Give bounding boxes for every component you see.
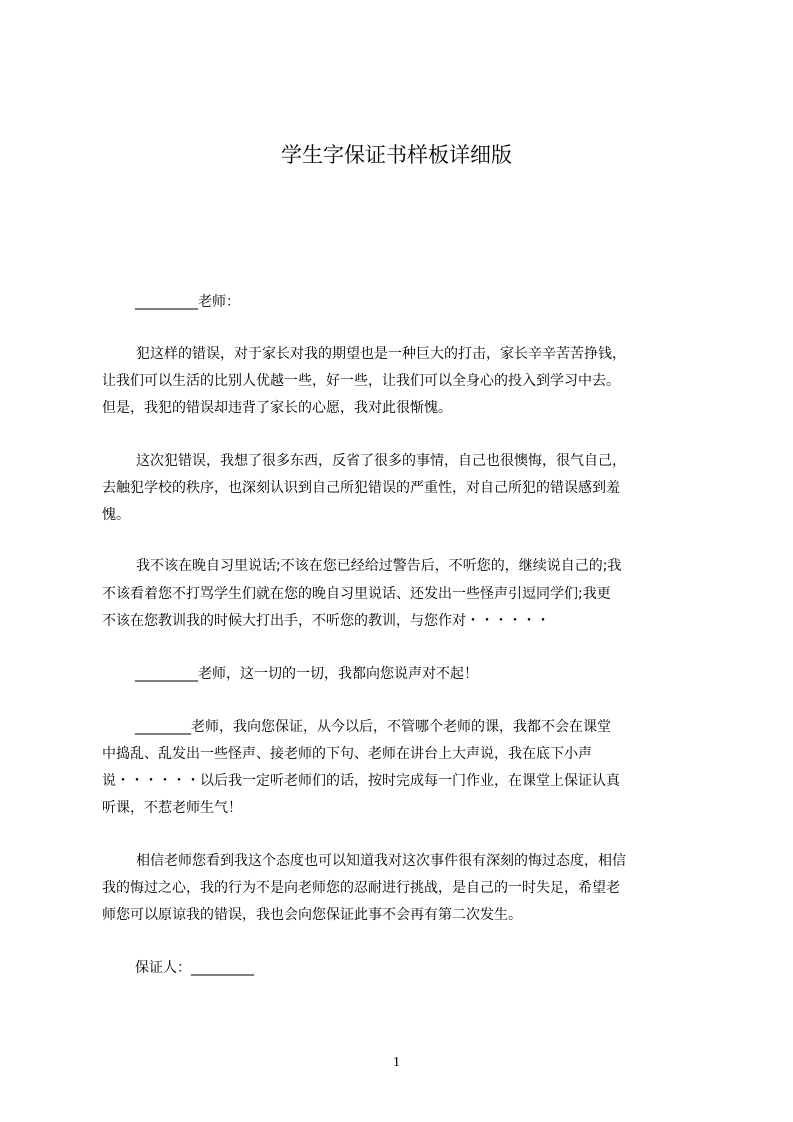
- paragraph-2-line-1: 这次犯错误，我想了很多东西，反省了很多的事情，自己也很懊悔，很气自己，: [136, 453, 626, 469]
- document-title: 学生字保证书样板详细版: [281, 143, 512, 167]
- paragraph-5-line-3: 说・・・・・・以后我一定听老师们的话，按时完成每一门作业，在课堂上保证认真: [102, 773, 620, 789]
- paragraph-1-line-1: 犯这样的错误，对于家长对我的期望也是一种巨大的打击，家长辛辛苦苦挣钱，: [136, 346, 626, 362]
- paragraph-1-line-2: 让我们可以生活的比别人优越一些，好一些，让我们可以全身心的投入到学习中去。: [102, 373, 620, 389]
- paragraph-1-line-3: 但是，我犯的错误却违背了家长的心愿，我对此很惭愧。: [102, 400, 452, 416]
- paragraph-6-line-2: 我的悔过之心，我的行为不是向老师您的忍耐进行挑战，是自己的一时失足，希望老: [102, 880, 620, 896]
- page-number: 1: [393, 1055, 400, 1070]
- paragraph-2-line-3: 愧。: [102, 507, 130, 523]
- paragraph-3-line-2: 不该看着您不打骂学生们就在您的晚自习里说话、还发出一些怪声引逗同学们;我更: [102, 586, 611, 602]
- salutation: _________老师：: [135, 294, 240, 310]
- paragraph-6-line-1: 相信老师您看到我这个态度也可以知道我对这次事件很有深刻的悔过态度，相信: [136, 853, 626, 869]
- paragraph-5-line-2: 中捣乱、乱发出一些怪声、接老师的下句、老师在讲台上大声说，我在底下小声: [102, 746, 592, 762]
- paragraph-2-line-2: 去触犯学校的秩序，也深刻认识到自己所犯错误的严重性，对自己所犯的错误感到羞: [102, 480, 620, 496]
- paragraph-6-line-3: 师您可以原谅我的错误，我也会向您保证此事不会再有第二次发生。: [102, 907, 522, 923]
- paragraph-3-line-1: 我不该在晚自习里说话;不该在您已经给过警告后，不听您的，继续说自己的;我: [136, 558, 622, 574]
- signature-line: 保证人：_________: [135, 960, 254, 976]
- paragraph-5-line-4: 听课，不惹老师生气！: [102, 800, 242, 816]
- paragraph-4: _________老师，这一切的一切，我都向您说声对不起！: [135, 666, 478, 682]
- paragraph-3-line-3: 不该在您教训我的时候大打出手，不听您的教训，与您作对・・・・・・: [102, 613, 550, 629]
- paragraph-5-line-1: ________老师，我向您保证，从今以后，不管哪个老师的课，我都不会在课堂: [135, 719, 611, 735]
